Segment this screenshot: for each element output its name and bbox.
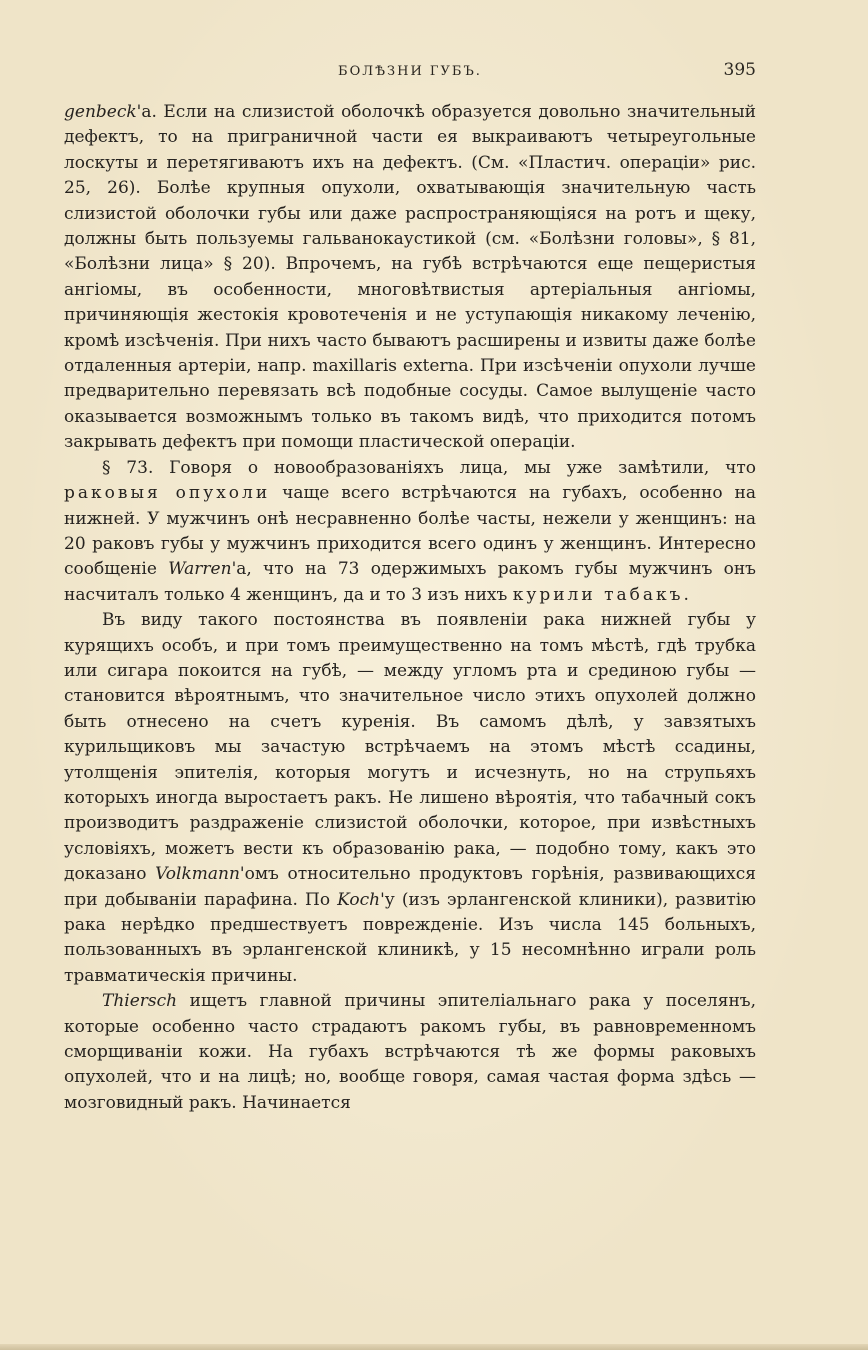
running-title: БОЛѢЗНИ ГУБЪ.	[338, 64, 482, 79]
text-run: ищетъ главной причины эпителіальнаго рака у поселянъ, которые особенно часто страдаютъ ракомъ губы, въ равновременномъ сморщиваніи кожи. На губахъ встрѣчаются тѣ же формы раковыхъ опухолей, что и на лицѣ; но, вообще говоря, самая частая форма здѣсь — мозговидный ракъ. Начинается	[64, 991, 756, 1113]
text-run: § 73. Говоря о новообразованіяхъ лица, мы уже замѣтили, что	[102, 457, 756, 478]
paragraph-1	[64, 100, 756, 456]
paragraph-4	[64, 989, 756, 1116]
author-name: genbeck	[64, 102, 137, 122]
page-bottom-edge	[0, 1344, 868, 1350]
text-run: .	[683, 584, 689, 605]
page-header	[64, 60, 756, 86]
spaced-emphasis: курили табакъ	[512, 584, 684, 605]
text-run: чаще всего встрѣчаются на губахъ, особенно на нижней. У мужчинъ онѣ несравненно болѣе часты, нежели у женщинъ: на 20 раковъ губы у мужчинъ приходится всего одинъ у женщинъ. Интересно сообщеніе	[64, 483, 756, 580]
paragraph-3	[64, 608, 756, 989]
author-name: Warren	[168, 559, 232, 580]
spaced-emphasis: раковыя опухоли	[64, 483, 271, 504]
author-name: Volkmann	[155, 864, 240, 885]
body-text	[64, 100, 756, 1330]
page-number: 395	[723, 60, 756, 80]
text-run: 'а. Если на слизистой оболочкѣ образуется довольно значительный дефектъ, то на приграничной части ея выкраиваютъ четыреугольные лоскуты и перетягиваютъ ихъ на дефектъ. (См. «Пластич. операціи» рис. 25, 26). Болѣе крупныя опухоли, охватывающія значительную часть слизистой оболочки губы или даже распространяющіяся на ротъ и щеку, должны быть пользуемы гальванокаустикой (см. «Болѣзни головы», § 81, «Болѣзни лица» § 20). Впрочемъ, на губѣ встрѣчаются еще пещеристыя ангіомы, въ особенности, многовѣтвистыя артеріальныя ангіомы, причиняющія жестокія кровотеченія и не уступающія никакому леченію, кромѣ изсѣченія. При нихъ часто бываютъ расширены и извиты даже болѣе отдаленныя артеріи, напр. maxillaris externa. При изсѣченіи опухоли лучше предварительно перевязать всѣ подобные сосуды. Самое вылущеніе часто оказывается возможнымъ только въ такомъ видѣ, что приходится потомъ закрывать дефектъ при помощи пластической операціи.	[64, 102, 756, 453]
text-run: 'а, что на 73 одержимыхъ ракомъ губы мужчинъ онъ насчиталъ только 4 женщинъ, да и то 3 изъ нихъ	[64, 559, 756, 605]
author-name: Koch	[337, 889, 381, 910]
text-run: Въ виду такого постоянства въ появленіи рака нижней губы у курящихъ особъ, и при томъ преимущественно на томъ мѣстѣ, гдѣ трубка или сигара покоится на губѣ, — между угломъ рта и срединою губы — становится вѣроятнымъ, что значительное число этихъ опухолей должно быть отнесено на счетъ куренія. Въ самомъ дѣлѣ, у завзятыхъ курильщиковъ мы зачастую встрѣчаемъ на этомъ мѣстѣ ссадины, утолщенія эпителія, которыя могутъ и исчезнуть, но на струпьяхъ которыхъ иногда выростаетъ ракъ. Не лишено вѣроятія, что табачный сокъ производитъ раздраженіе слизистой оболочки, которое, при извѣстныхъ условіяхъ, можетъ вести къ образованію рака, — подобно тому, какъ это доказано	[64, 610, 756, 885]
text-run: 'у (изъ эрлангенской клиники), развитію рака нерѣдко предшествуетъ поврежденіе. Изъ числа 145 больныхъ, пользованныхъ въ эрлангенской клиникѣ, у 15 несомнѣнно играли роль травматическія причины.	[64, 889, 756, 986]
paragraph-2-section-73	[64, 456, 756, 608]
text-run: 'омъ относительно продуктовъ горѣнія, развивающихся при добываніи парафина. По	[64, 864, 756, 910]
author-name: Thiersch	[102, 991, 178, 1012]
